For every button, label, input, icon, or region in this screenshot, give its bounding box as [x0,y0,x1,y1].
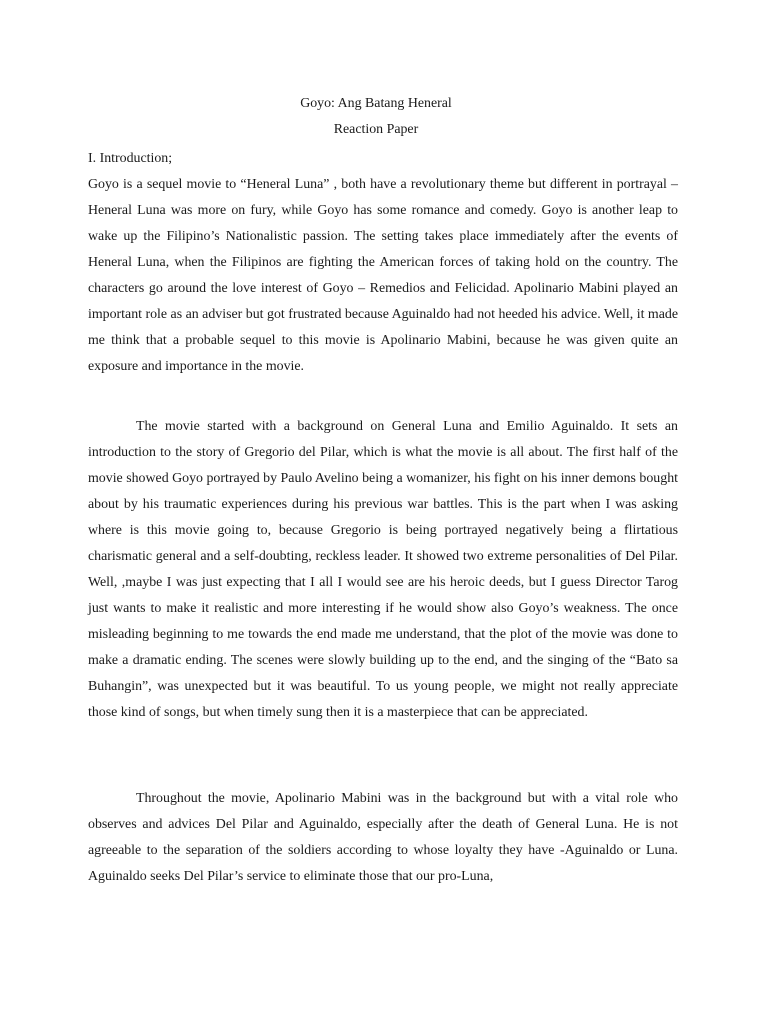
document-title: Goyo: Ang Batang Heneral [300,96,452,111]
paragraph-movie-start: The movie started with a background on General Luna and Emilio Aguinaldo. It sets an introduction to the story of Gregorio del Pilar, which is what the movie is all about. The first half of the movie showed Goyo portrayed by Paulo Avelino being a womanizer, his fight on his inner demons bought about by his traumatic experiences during his previous war battles. This is the part when I was asking where is this movie going to, because Gregorio is being portrayed negatively being a flirtatious charismatic general and a self-doubting, reckless leader. It showed two extreme personalities of Del Pilar. Well, ,maybe I was just expecting that I all I would see are his heroic deeds, but I guess Director Tarog just wants to make it realistic and more interesting if he would show also Goyo’s weakness. The once misleading beginning to me towards the end made me understand, that the plot of the movie was done to make a dramatic ending. The scenes were slowly building up to the end, and the singing of the “Bato sa Buhangin”, was unexpected but it was beautiful. To us young people, we might not really appreciate those kind of songs, but when timely sung then it is a masterpiece that can be appreciated. [88,419,678,720]
section-heading: I. Introduction; [88,151,173,166]
paragraph-mabini: Throughout the movie, Apolinario Mabini was in the background but with a vital role who observes and advices Del Pilar and Aguinaldo, especially after the death of General Luna. He is not agreeable to the separation of the soldiers according to whose loyalty they have -Aguinaldo or Luna. Aguinaldo seeks Del Pilar’s service to eliminate those that our pro-Luna, [88,791,678,884]
document-body [88,146,678,890]
document-subtitle: Reaction Paper [333,122,419,137]
paragraph-intro: Goyo is a sequel movie to “Heneral Luna” , both have a revolutionary theme but different in portrayal – Heneral Luna was more on fury, while Goyo has some romance and comedy. Goyo is another leap to wake up the Filipino’s Nationalistic passion. The setting takes place immediately after the events of Heneral Luna, when the Filipinos are fighting the American forces of taking hold on the country. The characters go around the love interest of Goyo – Remedios and Felicidad. Apolinario Mabini played an important role as an adviser but got frustrated because Aguinaldo had not heeded his advice. Well, it made me think that a probable sequel to this movie is Apolinario Mabini, because he was given quite an exposure and importance in the movie. [88,177,678,374]
